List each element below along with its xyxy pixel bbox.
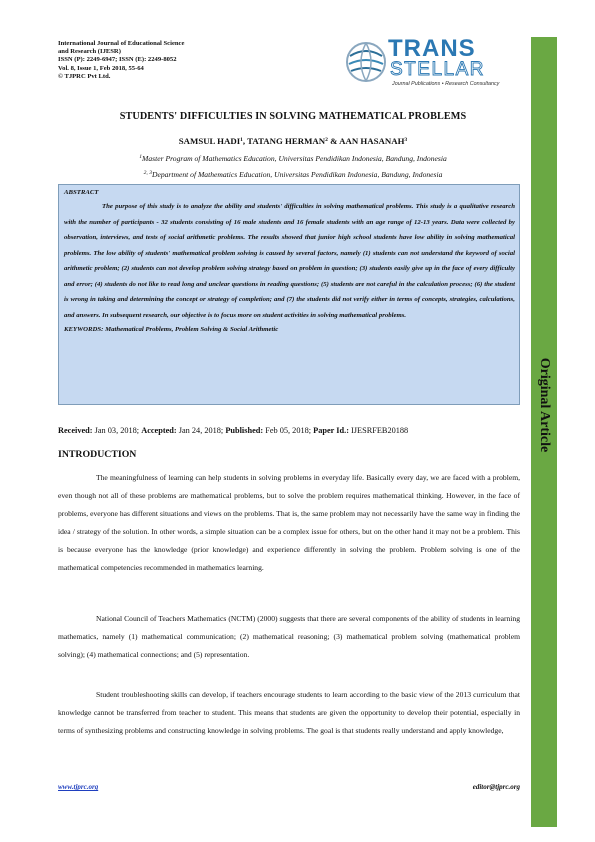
published-label: Published:	[225, 426, 264, 435]
keywords: KEYWORDS: Mathematical Problems, Problem Solving & Social Arithmetic	[64, 326, 279, 333]
affiliation-text: Department of Mathematics Education, Universitas Pendidikan Indonesia, Bandung, Indonesia	[151, 170, 443, 179]
article-type-label: Original Article	[537, 357, 552, 453]
abstract-text: The purpose of this study is to analyze the ability and students' difficulties in solving mathematical problems. This study is a qualitative research with the number of participants - 32 students consisting of 16 male students and 16 female students with an age range of 12-13 years. Data were collected by observation, interviews, and tests of social arithmetic problems. The results showed that junior high school students have low ability in solving mathematical problems. The low ability of students' mathematical problem solving is caused by several factors, namely (1) students can not understand the keyword of social arithmetic problem; (2) students can not develop problem solving strategy based on problem in question; (3) students easily give up in the face of every difficulty and error; (4) students do not like to read long and unclear questions in reading questions; (5) students are not careful in the calculation process; (6) the student is wrong in taking and determining the concept or strategy of completion; and (7) the students did not verify either in terms of concepts, strategies, calculations, and answers. In subsequent research, our objective is to focus more on student activities in solving mathematical problems.	[64, 203, 515, 319]
section-heading-introduction: INTRODUCTION	[58, 449, 137, 460]
paper-id-label: Paper Id.:	[313, 426, 349, 435]
paper-title: STUDENTS' DIFFICULTIES IN SOLVING MATHEMATICAL PROBLEMS	[119, 111, 467, 122]
affiliation-2	[58, 170, 528, 179]
author-sup: 1	[240, 137, 243, 143]
author-separator: ,	[242, 136, 248, 146]
editor-email[interactable]: editor@tjprc.org	[472, 783, 520, 791]
journal-name-line1: International Journal of Educational Science	[58, 40, 185, 47]
accepted-date: Jan 24, 2018;	[176, 426, 226, 435]
journal-copyright: © TJPRC Pvt Ltd.	[58, 72, 111, 80]
paragraph: The meaningfulness of learning can help students in solving problems in everyday life. Basically every day, we are faced with a problem, even though not all of these problems are mathematical problems, but to solve the problem requires mathematical thinking. However, in the face of problems, everyone has different situations and views on the problems. That is, the same problem may not necessarily have the same way in finding the idea / strategy of the solution. In other words, a simple situation can be a complex issue for others, but on the other hand it may not be a problem. This is because everyone has the knowledge (prior knowledge) and experience differently in solving the problem. Problem solving is one of the mathematical competencies recommended in mathematics learning.	[58, 473, 520, 572]
affiliation-text: Master Program of Mathematics Education, Universitas Pendidikan Indonesia, Bandung, Indonesia	[142, 154, 447, 163]
author-list	[58, 136, 528, 146]
received-date: Jan 03, 2018;	[92, 426, 142, 435]
logo-word-stellar: STELLAR	[390, 59, 485, 80]
author-name: SAMSUL HADI	[178, 136, 241, 146]
globe-icon	[347, 43, 385, 81]
received-label: Received:	[58, 426, 93, 435]
author-sup: 3	[404, 137, 408, 143]
author-name: AAN HASANAH	[339, 136, 405, 146]
author-sup: 2	[325, 137, 328, 143]
abstract-heading: ABSTRACT	[64, 189, 99, 196]
logo-tagline: Journal Publications • Research Consultancy	[392, 81, 500, 87]
abstract-box	[58, 184, 520, 405]
published-date: Feb 05, 2018;	[263, 426, 314, 435]
publication-dates	[58, 426, 528, 435]
paragraph: National Council of Teachers Mathematics (NCTM) (2000) suggests that there are several components of the ability of students in learning mathematics, namely (1) mathematical communication; (2) mathematical reasoning; (3) mathematical problem solving (mathematical problem solving); (4) mathematical connections; and (5) representation.	[58, 614, 520, 659]
accepted-label: Accepted:	[141, 426, 177, 435]
journal-volume: Vol. 8, Issue 1, Feb 2018, 55-64	[58, 64, 144, 72]
paper-id: IJESRFEB20188	[348, 426, 409, 435]
affiliation-1	[58, 154, 528, 163]
website-link[interactable]: www.tjprc.org	[58, 783, 99, 791]
journal-info	[58, 40, 278, 81]
affiliation-sup: 1	[139, 154, 143, 160]
journal-issn: ISSN (P): 2249-6947; ISSN (E): 2249-8052	[58, 56, 177, 64]
author-separator: &	[327, 136, 340, 146]
paragraph: Student troubleshooting skills can develop, if teachers encourage students to learn according to the basic view of the 2013 curriculum that knowledge cannot be transferred from teacher to student. This means that students are given the opportunity to develop their potential, especially in terms of synthesizing problems and constructing knowledge in solving problems. The goal is that students really understand and apply knowledge,	[58, 690, 520, 735]
author-name: TATANG HERMAN	[247, 136, 326, 146]
affiliation-sup: 2, 3	[143, 170, 152, 176]
transstellar-logo	[344, 34, 524, 94]
logo-word-trans: TRANS	[388, 35, 476, 62]
journal-name-line2: and Research (IJESR)	[58, 48, 121, 56]
